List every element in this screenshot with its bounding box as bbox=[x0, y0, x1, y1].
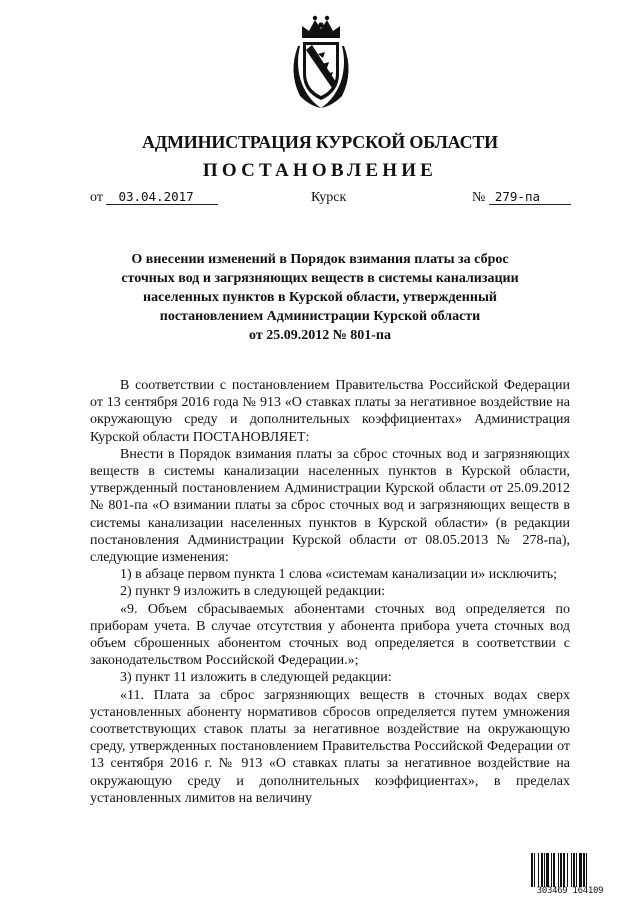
barcode-bar bbox=[573, 853, 575, 887]
barcode-bar bbox=[546, 853, 549, 887]
subject-line: О внесении изменений в Порядок взимания платы за сброс bbox=[131, 252, 509, 267]
barcode-bar bbox=[551, 853, 552, 887]
barcode-bar bbox=[586, 853, 587, 887]
barcode-bars bbox=[530, 853, 610, 887]
body-paragraph: 2) пункт 9 изложить в следующей редакции: bbox=[120, 584, 386, 600]
subject-line: от 25.09.2012 № 801-па bbox=[249, 328, 391, 343]
coat-of-arms-emblem bbox=[288, 12, 354, 110]
barcode-bar bbox=[544, 853, 545, 887]
body-paragraph: 3) пункт 11 изложить в следующей редакции: bbox=[120, 670, 392, 686]
body-paragraph: В соответствии с постановлением Правительства Российской Федерации от 13 сентября 2016 года № 913 «О ставках платы за негативное воздействие на окружающую среду и дополнительных коэффициентах» Администрация Курской области ПОСТАНОВЛЯЕТ: bbox=[90, 378, 570, 445]
barcode-number: 303469 164109 bbox=[536, 886, 604, 896]
document-date: 03.04.2017 bbox=[106, 190, 218, 205]
subject-line: постановлением Администрации Курской области bbox=[159, 309, 481, 324]
document-number: 279-па bbox=[489, 190, 571, 205]
body-paragraph: «11. Плата за сброс загрязняющих веществ в сточных водах сверх установленных абоненту нормативов сбросов определяется путем умножения соответствующих ставок платы за негативное воздействие на окружающую среду, утвержденных постановлением Правительства Российской Федерации от 13 сентября 2016 г. № 913 «О ставках платы за негативное воздействие на окружающую среду и дополнительных коэффициентах», в пределах установленных лимитов на величину bbox=[90, 687, 570, 806]
organization-title: АДМИНИСТРАЦИЯ КУРСКОЙ ОБЛАСТИ bbox=[142, 132, 498, 152]
barcode-bar bbox=[571, 853, 572, 887]
barcode-bar bbox=[538, 853, 539, 887]
barcode-bar bbox=[583, 853, 585, 887]
body-paragraph: «9. Объем сбрасываемых абонентами сточных вод определяется по приборам учета. В случае отсутствия у абонента прибора учета сточных вод объем сброшенных абонентом сточных вод определяется в соответствии с законодательством Российской Федерации.»; bbox=[90, 601, 570, 669]
date-field bbox=[90, 190, 218, 206]
body-paragraph: Внести в Порядок взимания платы за сброс сточных вод и загрязняющих веществ в системы канализации населенных пунктов в Курской области, утвержденный постановлением Администрации Курской области от 25.09.2012 № 801-па «О взимании платы за сброс сточных вод и загрязняющих веществ в системы канализации населенных пунктов в Курской области» (в редакции постановления Администрации Курской области от 08.05.2013 № 278-па), следующие изменения: bbox=[90, 446, 570, 566]
document-subject bbox=[100, 250, 540, 345]
barcode-bar bbox=[563, 853, 565, 887]
body-paragraph: 1) в абзаце первом пункта 1 слова «системам канализации и» исключить; bbox=[120, 567, 558, 583]
city-name: Курск bbox=[311, 190, 347, 205]
barcode-bar bbox=[567, 853, 568, 887]
subject-line: сточных вод и загрязняющих веществ в системы канализации bbox=[121, 271, 519, 286]
document-type-title: ПОСТАНОВЛЕНИЕ bbox=[202, 160, 438, 181]
barcode-bar bbox=[560, 853, 562, 887]
barcode-bar bbox=[531, 853, 533, 887]
number-field bbox=[472, 190, 571, 206]
barcode-bar bbox=[576, 853, 577, 887]
document-body bbox=[90, 377, 570, 807]
barcode bbox=[530, 853, 610, 897]
barcode-bar bbox=[534, 853, 535, 887]
number-label: № bbox=[472, 190, 486, 205]
barcode-bar bbox=[553, 853, 555, 887]
barcode-bar bbox=[541, 853, 543, 887]
barcode-bar bbox=[558, 853, 559, 887]
barcode-bar bbox=[579, 853, 582, 887]
from-label: от bbox=[90, 190, 103, 205]
subject-line: населенных пунктов в Курской области, утвержденный bbox=[143, 290, 497, 305]
